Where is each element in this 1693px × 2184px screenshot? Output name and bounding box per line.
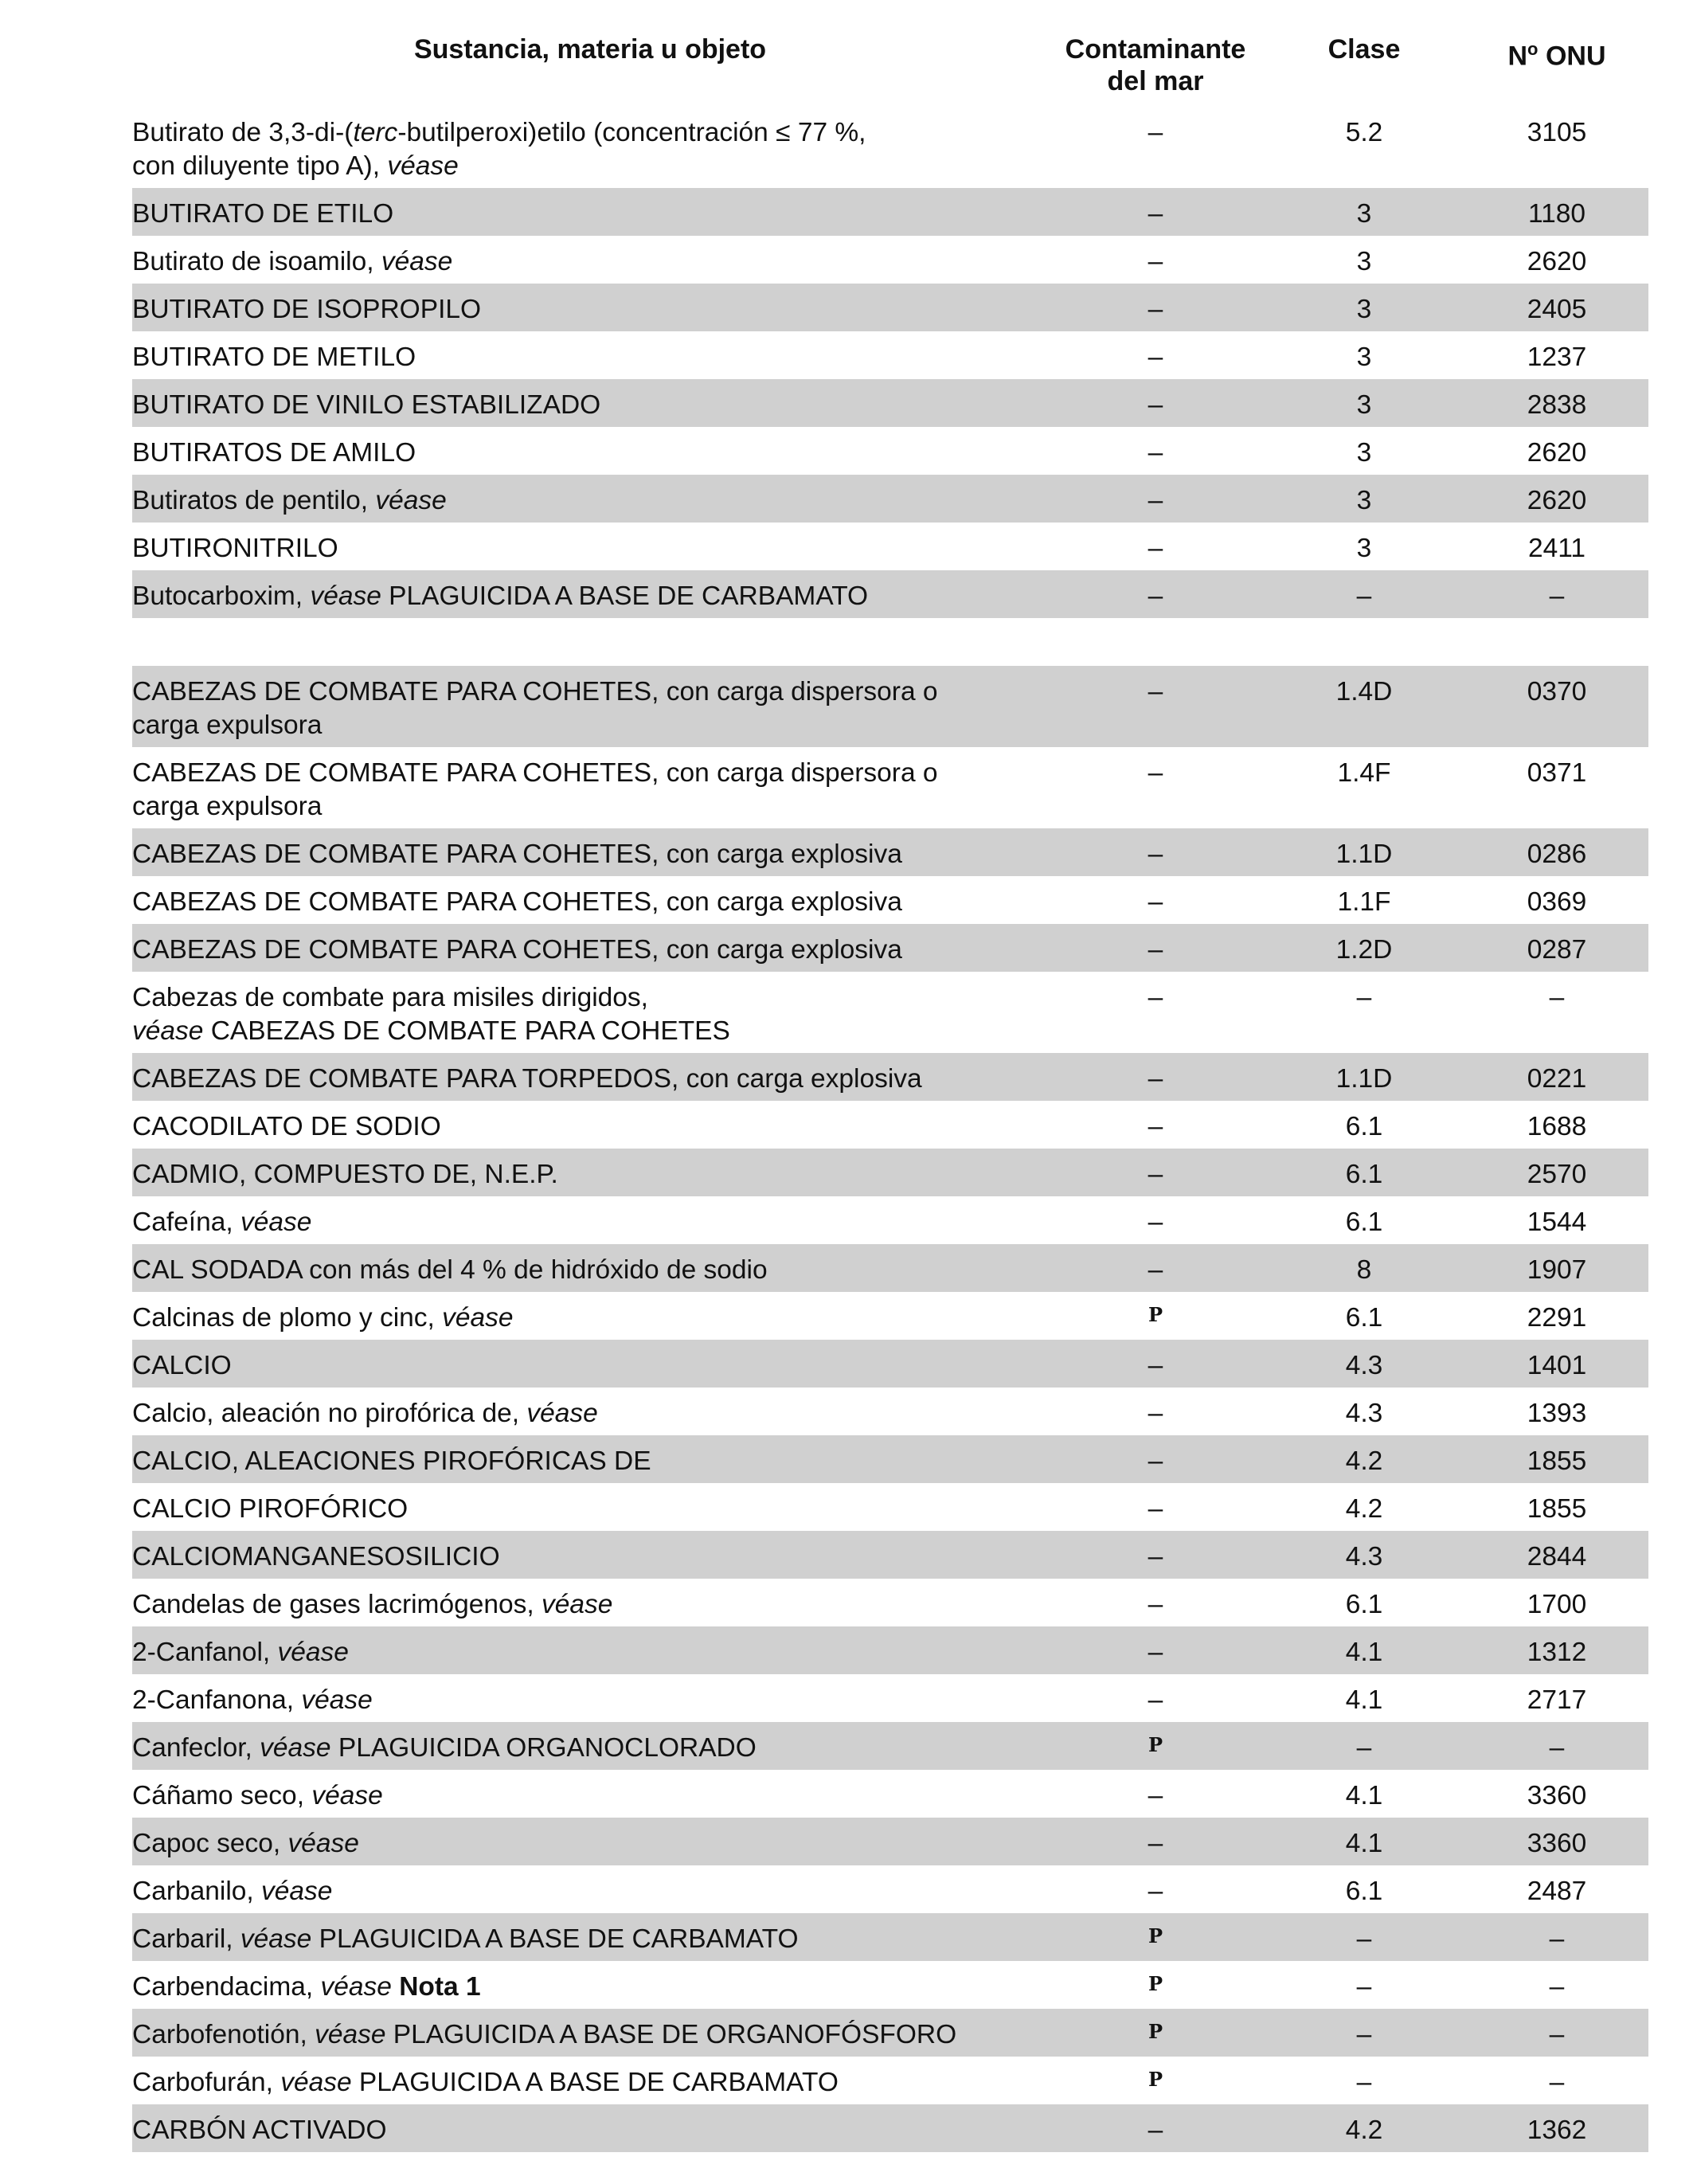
table-row	[132, 972, 1648, 1053]
cell-substance: Carbanilo, véase	[132, 1877, 333, 1906]
table-row	[132, 1531, 1648, 1579]
cell-substance: Butiratos de pentilo, véase	[132, 486, 447, 515]
cell-substance: CABEZAS DE COMBATE PARA COHETES, con carga explosiva	[132, 840, 902, 869]
cell-un-number: –	[1549, 1733, 1565, 1763]
cell-un-number: 0370	[1527, 677, 1587, 706]
table-row	[132, 2104, 1648, 2152]
cell-class: –	[1356, 581, 1372, 611]
cell-un-number: 1312	[1527, 1638, 1587, 1667]
cell-marine-pollutant: –	[1148, 2116, 1163, 2145]
cell-class: 4.3	[1345, 1351, 1383, 1380]
cell-substance: CARBÓN ACTIVADO	[132, 2116, 387, 2145]
cell-substance: Capoc seco, véase	[132, 1829, 359, 1858]
cell-un-number: 1362	[1527, 2116, 1587, 2145]
cell-un-number: 1855	[1527, 1494, 1587, 1524]
table-body-group-c	[132, 666, 1648, 2152]
header-substance: Sustancia, materia u objeto	[413, 34, 767, 65]
marine-pollutant-mark: P	[1148, 2068, 1163, 2091]
cell-substance: Cafeína, véase	[132, 1207, 312, 1237]
cell-marine-pollutant	[1048, 1732, 1263, 1767]
cell-un-number: 2620	[1527, 247, 1587, 276]
cell-marine-pollutant: –	[1148, 342, 1163, 372]
cell-class: –	[1356, 1733, 1372, 1763]
cell-marine-pollutant: –	[1148, 935, 1163, 965]
table-row	[132, 1340, 1648, 1388]
table-row	[132, 747, 1648, 828]
table-row	[132, 107, 1648, 188]
cell-class: 6.1	[1345, 1160, 1383, 1189]
cell-class: –	[1356, 1972, 1372, 2002]
cell-un-number: 2620	[1527, 438, 1587, 468]
table-row	[132, 1292, 1648, 1340]
cell-marine-pollutant: –	[1148, 390, 1163, 420]
cell-substance: BUTIRONITRILO	[132, 534, 338, 563]
cell-marine-pollutant: –	[1148, 1638, 1163, 1667]
cell-marine-pollutant: –	[1148, 438, 1163, 468]
cell-marine-pollutant: –	[1148, 1064, 1163, 1094]
cell-un-number: –	[1549, 983, 1565, 1012]
cell-marine-pollutant: –	[1148, 758, 1163, 788]
cell-substance: CALCIO	[132, 1351, 232, 1380]
cell-class: 1.4F	[1337, 758, 1391, 788]
cell-un-number: 2570	[1527, 1160, 1587, 1189]
marine-pollutant-mark: P	[1148, 1972, 1163, 1995]
cell-un-number: 1393	[1527, 1399, 1587, 1428]
cell-class: 3	[1356, 390, 1372, 420]
cell-class: 4.2	[1345, 1446, 1383, 1476]
cell-marine-pollutant: –	[1148, 247, 1163, 276]
cell-class: 3	[1356, 438, 1372, 468]
cell-marine-pollutant: –	[1148, 1255, 1163, 1285]
cell-class: 6.1	[1345, 1112, 1383, 1141]
cell-class: –	[1356, 2020, 1372, 2049]
table-row	[132, 924, 1648, 972]
cell-substance: CALCIOMANGANESOSILICIO	[132, 1542, 500, 1571]
cell-substance: CABEZAS DE COMBATE PARA COHETES, con carga explosiva	[132, 887, 902, 917]
cell-un-number: 1700	[1527, 1590, 1587, 1619]
table-row	[132, 379, 1648, 427]
cell-substance: Calcinas de plomo y cinc, véase	[132, 1303, 514, 1333]
cell-substance: CALCIO PIROFÓRICO	[132, 1494, 409, 1524]
cell-class: –	[1356, 2068, 1372, 2097]
table-row	[132, 1865, 1648, 1913]
cell-marine-pollutant: –	[1148, 486, 1163, 515]
table-row	[132, 1244, 1648, 1292]
cell-substance: BUTIRATOS DE AMILO	[132, 438, 416, 468]
cell-marine-pollutant: –	[1148, 199, 1163, 229]
cell-marine-pollutant: –	[1148, 1590, 1163, 1619]
cell-class: 5.2	[1345, 118, 1383, 147]
cell-un-number: –	[1549, 1972, 1565, 2002]
cell-substance: Butirato de isoamilo, véase	[132, 247, 453, 276]
cell-substance: BUTIRATO DE ETILO	[132, 199, 394, 229]
cell-class: 3	[1356, 534, 1372, 563]
cell-marine-pollutant: –	[1148, 1446, 1163, 1476]
cell-marine-pollutant: –	[1148, 534, 1163, 563]
cell-un-number: –	[1549, 2068, 1565, 2097]
cell-class: 4.2	[1345, 2116, 1383, 2145]
cell-un-number: 1855	[1527, 1446, 1587, 1476]
cell-class: 4.1	[1345, 1829, 1383, 1858]
cell-un-number: 1401	[1527, 1351, 1587, 1380]
cell-un-number: 1180	[1527, 199, 1586, 229]
header-marine-pollutant: Contaminante del mar	[1065, 34, 1246, 96]
table-row	[132, 2009, 1648, 2057]
cell-marine-pollutant: –	[1148, 1112, 1163, 1141]
cell-marine-pollutant	[1048, 1971, 1263, 2006]
cell-marine-pollutant	[1048, 2066, 1263, 2101]
table-row	[132, 1388, 1648, 1435]
cell-substance: Butirato de 3,3-di-(terc-butilperoxi)etilo (concentración ≤ 77 %, con diluyente tipo A), véase	[132, 118, 866, 181]
table-row	[132, 1961, 1648, 2009]
cell-substance: Cabezas de combate para misiles dirigidos, véase CABEZAS DE COMBATE PARA COHETES	[132, 983, 730, 1046]
cell-class: 1.1D	[1335, 840, 1393, 869]
cell-un-number: 0287	[1527, 935, 1587, 965]
group-separator	[132, 618, 1648, 666]
cell-class: 3	[1356, 486, 1372, 515]
table-row	[132, 876, 1648, 924]
cell-un-number: 0286	[1527, 840, 1587, 869]
cell-marine-pollutant: –	[1148, 1160, 1163, 1189]
cell-substance: Carbofenotión, véase PLAGUICIDA A BASE DE ORGANOFÓSFORO	[132, 2020, 957, 2049]
cell-un-number: 1907	[1527, 1255, 1587, 1285]
table-row	[132, 1149, 1648, 1196]
cell-marine-pollutant: –	[1148, 1877, 1163, 1906]
table-row	[132, 1722, 1648, 1770]
cell-un-number: 0369	[1527, 887, 1587, 917]
cell-marine-pollutant: –	[1148, 840, 1163, 869]
marine-pollutant-mark: P	[1148, 1303, 1163, 1326]
cell-substance: 2-Canfanona, véase	[132, 1685, 373, 1715]
cell-un-number: 2487	[1527, 1877, 1587, 1906]
cell-substance: CABEZAS DE COMBATE PARA COHETES, con carga dispersora o carga expulsora	[132, 677, 938, 740]
header-un-number: $N^o$ ONU	[1507, 39, 1606, 72]
cell-substance: Carbendacima, véase Nota 1	[132, 1972, 481, 2002]
marine-pollutant-mark: P	[1148, 1924, 1163, 1947]
cell-un-number: 3105	[1527, 118, 1587, 147]
cell-substance: CABEZAS DE COMBATE PARA COHETES, con carga explosiva	[132, 935, 902, 965]
cell-marine-pollutant	[1048, 2018, 1263, 2053]
cell-substance: Canfeclor, véase PLAGUICIDA ORGANOCLORADO	[132, 1733, 757, 1763]
table-row	[132, 666, 1648, 747]
cell-marine-pollutant: –	[1148, 1351, 1163, 1380]
table-row	[132, 1579, 1648, 1626]
cell-marine-pollutant: –	[1148, 1829, 1163, 1858]
cell-substance: CADMIO, COMPUESTO DE, N.E.P.	[132, 1160, 558, 1189]
table-row	[132, 1435, 1648, 1483]
cell-marine-pollutant: –	[1148, 983, 1163, 1012]
cell-un-number: 2838	[1527, 390, 1587, 420]
cell-class: 1.4D	[1335, 677, 1393, 706]
cell-marine-pollutant: –	[1148, 887, 1163, 917]
cell-un-number: 0221	[1527, 1064, 1587, 1094]
cell-marine-pollutant: –	[1148, 295, 1163, 324]
cell-class: 8	[1356, 1255, 1372, 1285]
cell-un-number: 2717	[1527, 1685, 1587, 1715]
cell-class: 1.1D	[1335, 1064, 1393, 1094]
cell-class: 6.1	[1345, 1877, 1383, 1906]
table-row	[132, 236, 1648, 284]
cell-class: 4.1	[1345, 1685, 1383, 1715]
table-row	[132, 1101, 1648, 1149]
cell-un-number: 2291	[1527, 1303, 1587, 1333]
cell-substance: Candelas de gases lacrimógenos, véase	[132, 1590, 613, 1619]
cell-class: 4.3	[1345, 1399, 1383, 1428]
cell-marine-pollutant: –	[1148, 581, 1163, 611]
table-row	[132, 1196, 1648, 1244]
header-class: Clase	[1327, 34, 1401, 65]
table-row	[132, 1626, 1648, 1674]
cell-class: 3	[1356, 199, 1372, 229]
cell-class: 4.2	[1345, 1494, 1383, 1524]
cell-substance: CABEZAS DE COMBATE PARA COHETES, con carga dispersora o carga expulsora	[132, 758, 938, 821]
cell-class: 1.2D	[1335, 935, 1393, 965]
table-body-group-b	[132, 107, 1648, 618]
cell-substance: CACODILATO DE SODIO	[132, 1112, 441, 1141]
cell-marine-pollutant	[1048, 1923, 1263, 1958]
table-header	[132, 33, 1648, 107]
cell-substance: Carbofurán, véase PLAGUICIDA A BASE DE CARBAMATO	[132, 2068, 839, 2097]
cell-un-number: –	[1549, 1924, 1565, 1954]
cell-class: 3	[1356, 247, 1372, 276]
cell-substance: BUTIRATO DE VINILO ESTABILIZADO	[132, 390, 601, 420]
cell-marine-pollutant: –	[1148, 1685, 1163, 1715]
cell-un-number: 1688	[1527, 1112, 1587, 1141]
cell-substance: Cáñamo seco, véase	[132, 1781, 383, 1810]
cell-un-number: –	[1549, 2020, 1565, 2049]
cell-marine-pollutant	[1048, 1301, 1263, 1337]
cell-substance: Butocarboxim, véase PLAGUICIDA A BASE DE CARBAMATO	[132, 581, 869, 611]
table-row	[132, 475, 1648, 523]
cell-class: –	[1356, 1924, 1372, 1954]
table-row	[132, 1770, 1648, 1818]
cell-un-number: 2620	[1527, 486, 1587, 515]
cell-un-number: 1237	[1527, 342, 1587, 372]
cell-marine-pollutant: –	[1148, 677, 1163, 706]
table-row	[132, 1053, 1648, 1101]
table-row	[132, 2057, 1648, 2104]
cell-class: 4.1	[1345, 1781, 1383, 1810]
table-row	[132, 331, 1648, 379]
table-row	[132, 427, 1648, 475]
cell-marine-pollutant: –	[1148, 1399, 1163, 1428]
cell-substance: BUTIRATO DE METILO	[132, 342, 416, 372]
cell-un-number: 2405	[1527, 295, 1587, 324]
table-row	[132, 1818, 1648, 1865]
cell-substance: Calcio, aleación no pirofórica de, véase	[132, 1399, 598, 1428]
table-row	[132, 1674, 1648, 1722]
table-row	[132, 188, 1648, 236]
cell-un-number: 0371	[1527, 758, 1587, 788]
cell-class: 4.3	[1345, 1542, 1383, 1571]
cell-substance: BUTIRATO DE ISOPROPILO	[132, 295, 482, 324]
cell-un-number: 2411	[1527, 534, 1586, 563]
cell-class: 6.1	[1345, 1303, 1383, 1333]
cell-un-number: 2844	[1527, 1542, 1587, 1571]
marine-pollutant-mark: P	[1148, 2020, 1163, 2043]
table-row	[132, 828, 1648, 876]
cell-substance: Carbaril, véase PLAGUICIDA A BASE DE CARBAMATO	[132, 1924, 799, 1954]
table-row	[132, 1483, 1648, 1531]
cell-un-number: –	[1549, 581, 1565, 611]
cell-un-number: 1544	[1527, 1207, 1587, 1237]
table-row	[132, 1913, 1648, 1961]
cell-substance: CALCIO, ALEACIONES PIROFÓRICAS DE	[132, 1446, 651, 1476]
cell-class: 4.1	[1345, 1638, 1383, 1667]
table-row	[132, 284, 1648, 331]
marine-pollutant-mark: P	[1148, 1733, 1163, 1756]
cell-marine-pollutant: –	[1148, 1781, 1163, 1810]
cell-substance: CABEZAS DE COMBATE PARA TORPEDOS, con carga explosiva	[132, 1064, 922, 1094]
cell-marine-pollutant: –	[1148, 1494, 1163, 1524]
cell-substance: CAL SODADA con más del 4 % de hidróxido de sodio	[132, 1255, 768, 1285]
cell-marine-pollutant: –	[1148, 1207, 1163, 1237]
cell-marine-pollutant: –	[1148, 1542, 1163, 1571]
cell-class: 1.1F	[1337, 887, 1391, 917]
cell-un-number: 3360	[1527, 1781, 1587, 1810]
cell-un-number: 3360	[1527, 1829, 1587, 1858]
table-row	[132, 570, 1648, 618]
cell-class: 3	[1356, 342, 1372, 372]
cell-class: –	[1356, 983, 1372, 1012]
cell-class: 6.1	[1345, 1207, 1383, 1237]
cell-class: 3	[1356, 295, 1372, 324]
cell-substance: 2-Canfanol, véase	[132, 1638, 349, 1667]
substance-table	[132, 33, 1648, 2152]
table-row	[132, 523, 1648, 570]
cell-class: 6.1	[1345, 1590, 1383, 1619]
cell-marine-pollutant: –	[1148, 118, 1163, 147]
